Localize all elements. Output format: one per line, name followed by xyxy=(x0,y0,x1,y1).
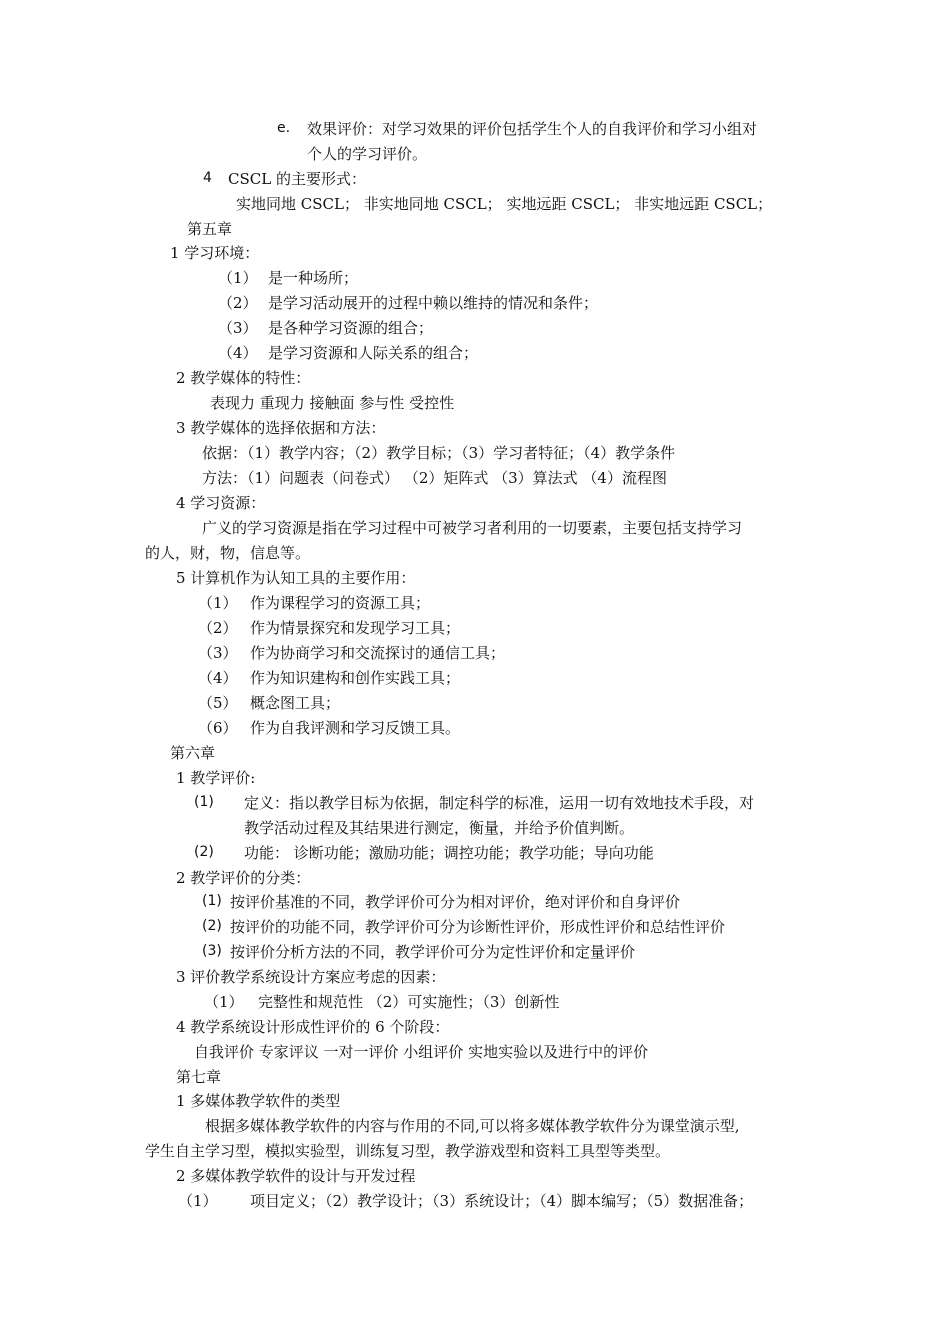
list-number: (3) xyxy=(202,943,222,959)
list-item: 功能： 诊断功能；激励功能；调控功能；教学功能；导向功能 xyxy=(244,844,654,862)
list-number: (1) xyxy=(194,794,214,810)
list-number: （3） xyxy=(198,644,238,662)
paragraph-line: 学生自主学习型，模拟实验型，训练复习型，教学游戏型和资料工具型等类型。 xyxy=(145,1142,671,1160)
section-heading: 5 计算机作为认知工具的主要作用： xyxy=(176,569,416,587)
section-heading: 1 学习环境： xyxy=(170,244,260,262)
list-item: 作为自我评测和学习反馈工具。 xyxy=(250,719,461,737)
chapter-heading: 第五章 xyxy=(187,220,233,238)
list-item: 是一种场所； xyxy=(268,269,359,287)
list-number: （1） xyxy=(218,269,258,287)
list-number: （1） xyxy=(204,993,244,1011)
list-number: （3） xyxy=(218,319,258,337)
text-line: 个人的学习评价。 xyxy=(307,145,428,163)
list-number: （4） xyxy=(218,344,258,362)
section-heading: 1 教学评价: xyxy=(176,769,256,787)
list-item: 完整性和规范性 （2）可实施性；（3）创新性 xyxy=(258,993,560,1011)
list-number: （6） xyxy=(198,719,238,737)
paragraph-line: 广义的学习资源是指在学习过程中可被学习者利用的一切要素，主要包括支持学习 xyxy=(202,519,743,537)
text-line: 表现力 重现力 接触面 参与性 受控性 xyxy=(210,394,455,412)
list-item: 按评价分析方法的不同，教学评价可分为定性评价和定量评价 xyxy=(230,943,636,961)
section-heading: 4 教学系统设计形成性评价的 6 个阶段： xyxy=(176,1018,450,1036)
paragraph-line: 根据多媒体教学软件的内容与作用的不同,可以将多媒体教学软件分为课堂演示型, xyxy=(205,1117,740,1135)
text-line: 实地同地 CSCL； 非实地同地 CSCL； 实地远距 CSCL； 非实地远距 CSCL； xyxy=(236,195,773,213)
text-line: 自我评价 专家评议 一对一评价 小组评价 实地实验以及进行中的评价 xyxy=(194,1043,649,1061)
section-heading: 2 教学评价的分类： xyxy=(176,869,311,887)
list-item: 作为情景探究和发现学习工具； xyxy=(250,619,461,637)
list-number: （5） xyxy=(198,694,238,712)
list-item: 项目定义；（2）教学设计；（3）系统设计；（4）脚本编写；（5）数据准备； xyxy=(250,1192,754,1210)
list-item: 按评价基准的不同，教学评价可分为相对评价，绝对评价和自身评价 xyxy=(230,893,681,911)
text-line: 方法：（1）问题表（问卷式） （2）矩阵式 （3）算法式 （4）流程图 xyxy=(202,469,667,487)
list-item: 概念图工具； xyxy=(250,694,341,712)
list-number: （2） xyxy=(198,619,238,637)
list-number: (1) xyxy=(202,893,222,909)
list-number: 4 xyxy=(203,170,212,186)
list-number: (2) xyxy=(202,918,222,934)
list-number: （2） xyxy=(218,294,258,312)
list-item: 是学习活动展开的过程中赖以维持的情况和条件； xyxy=(268,294,599,312)
list-number: （1） xyxy=(198,594,238,612)
list-item: 作为知识建构和创作实践工具； xyxy=(250,669,461,687)
list-item: 教学活动过程及其结果进行测定，衡量，并给予价值判断。 xyxy=(244,819,635,837)
list-item: 定义：指以教学目标为依据，制定科学的标准，运用一切有效地技术手段，对 xyxy=(244,794,755,812)
list-number: (2) xyxy=(194,844,214,860)
list-label: e. xyxy=(277,120,291,136)
list-item: 按评价的功能不同，教学评价可分为诊断性评价，形成性评价和总结性评价 xyxy=(230,918,726,936)
chapter-heading: 第七章 xyxy=(176,1068,222,1086)
section-heading: 2 教学媒体的特性： xyxy=(176,369,311,387)
list-number: （1） xyxy=(178,1192,218,1210)
list-item: 作为课程学习的资源工具； xyxy=(250,594,431,612)
list-number: （4） xyxy=(198,669,238,687)
section-heading: 3 教学媒体的选择依据和方法： xyxy=(176,419,386,437)
list-item: 是学习资源和人际关系的组合； xyxy=(268,344,479,362)
section-heading: 4 学习资源： xyxy=(176,494,266,512)
list-item: 是各种学习资源的组合； xyxy=(268,319,434,337)
chapter-heading: 第六章 xyxy=(170,744,216,762)
text-line: 依据：（1）教学内容；（2）教学目标；（3）学习者特征；（4）教学条件 xyxy=(202,444,676,462)
text-line: 效果评价：对学习效果的评价包括学生个人的自我评价和学习小组对 xyxy=(307,120,758,138)
paragraph-line: 的人，财，物，信息等。 xyxy=(145,544,311,562)
section-heading: 2 多媒体教学软件的设计与开发过程 xyxy=(176,1167,416,1185)
list-item: 作为协商学习和交流探讨的通信工具； xyxy=(250,644,506,662)
section-heading: 1 多媒体教学软件的类型 xyxy=(176,1092,341,1110)
section-heading: CSCL 的主要形式： xyxy=(228,170,366,188)
section-heading: 3 评价教学系统设计方案应考虑的因素： xyxy=(176,968,446,986)
